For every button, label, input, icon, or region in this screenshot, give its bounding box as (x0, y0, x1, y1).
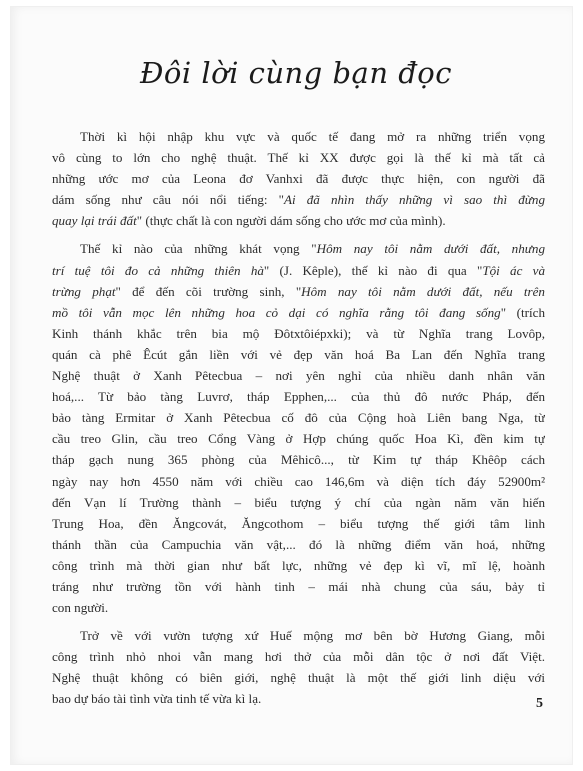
text-segment: Thế kỉ nào của những khát vọng " (80, 241, 317, 257)
text-line (52, 189, 545, 210)
text-segment: cầu treo Glin, cầu treo Cổng Vàng ở Hợp chúng quốc Hoa Kì, đền kim tự (52, 431, 545, 447)
text-segment: tháp gạch nung 365 phòng của Mêhicô..., từ Kim tự tháp Khêôp cách (52, 452, 545, 468)
paragraph (52, 126, 545, 231)
italic-text: trí tuệ tôi đo cả những thiên hà (52, 262, 264, 278)
text-segment: " (thực chất là con người dám sống cho ước mơ của mình). (136, 213, 446, 229)
text-line (52, 688, 545, 709)
text-line (52, 534, 545, 555)
italic-text: mồ tôi vẫn mọc lên những hoa cỏ dại có nghĩa rằng tôi đang sống (52, 304, 501, 320)
text-line (52, 323, 545, 344)
text-line (52, 238, 545, 259)
text-segment: Thời kì hội nhập khu vực và quốc tế đang mở ra những triển vọng (80, 129, 545, 144)
text-segment: dám sống như câu nói nổi tiếng: " (52, 192, 285, 208)
text-segment: công trình nhỏ nhoi vẫn mang hơi thở của mỗi dân tộc ở nơi đất Việt. (52, 649, 545, 665)
text-line (52, 168, 545, 189)
text-line (52, 260, 545, 281)
text-line (52, 428, 545, 449)
text-segment: tráng như trường tồn với hành tinh – mái nhà chung của sáu, bảy tỉ (52, 578, 545, 594)
text-segment: Nghệ thuật ở Xanh Pêtecbua – nơi yên nghỉ của nhiều danh nhân văn (52, 368, 545, 384)
text-line (52, 302, 545, 323)
text-segment: đến Vạn lí Trường thành – biểu tượng ý chí của ngàn năm văn hiến (52, 494, 545, 510)
text-line (52, 492, 545, 513)
italic-text: Hôm nay tôi nằm dưới đất, nhưng (316, 241, 545, 257)
text-segment: Kinh thánh khắc trên bia mộ Đôtxtôiépxki); và từ Nghĩa trang Lovôp, (52, 325, 545, 341)
text-line (52, 281, 545, 302)
text-line (52, 667, 545, 688)
page-number: 5 (536, 696, 543, 711)
paragraph-gap (52, 231, 545, 238)
text-line (52, 365, 545, 386)
text-segment: bảo tàng Ermitar ở Xanh Pêtecbua cố đô của Cộng hoà Liên bang Nga, từ (52, 410, 545, 426)
text-line (52, 126, 545, 147)
text-segment: vô cùng to lớn cho nghệ thuật. Thế kỉ XX được gọi là thế kỉ mà tất cả (52, 150, 545, 166)
text-segment: ngày nay hơn 4550 năm với chiều cao 146,6m và diện tích đáy 52900m² (52, 473, 545, 489)
text-segment: " (trích (500, 304, 545, 320)
italic-text: quay lại trái đất (52, 213, 137, 229)
text-segment: Nghệ thuật không có biên giới, nghệ thuật là một thế giới linh diệu với (52, 670, 545, 686)
text-segment: Trung Hoa, đền Ăngcovát, Ăngcothom – biểu tượng thế giới tâm linh (52, 515, 545, 531)
text-line (52, 449, 545, 470)
paragraph (52, 625, 545, 709)
text-line (52, 147, 545, 168)
italic-text: Tội ác và (482, 262, 545, 278)
book-page (10, 6, 573, 765)
text-line (52, 597, 545, 618)
text-segment: hoá,... Từ bảo tàng Luvrơ, tháp Epphen,... của thủ đô nước Pháp, đến (52, 389, 545, 405)
text-line (52, 210, 545, 231)
text-segment: " (J. Kêple), thế kỉ nào đi qua " (263, 262, 483, 278)
body-text (52, 126, 545, 710)
text-line (52, 646, 545, 667)
text-segment: thánh thần của Campuchia văn vật,... đó là những điểm văn hoá, những (52, 536, 545, 552)
text-line (52, 555, 545, 576)
paragraph (52, 238, 545, 618)
text-segment: Trở về với vườn tượng xứ Huế mộng mơ bên bờ Hương Giang, mỗi (80, 628, 545, 644)
paragraph-gap (52, 618, 545, 625)
italic-text: trừng phạt (52, 283, 116, 299)
text-segment: những ước mơ của Leona đơ Vanhxi đã được thực hiện, con người đã (52, 171, 545, 187)
text-line (52, 407, 545, 428)
text-segment: công trình mà thời gian như bất lực, những vẻ đẹp kì vĩ, mĩ lệ, hoành (52, 557, 545, 573)
text-segment: con người. (52, 600, 109, 616)
text-segment: quán cà phê Êcút gắn liền với vẻ đẹp văn hoá Ba Lan đến Nghĩa trang (52, 346, 545, 362)
text-segment: bao dự báo tài tình vừa tinh tế vừa kì lạ. (52, 691, 262, 707)
text-line (52, 344, 545, 365)
text-line (52, 471, 545, 492)
text-line (52, 625, 545, 646)
page-title: Đôi lời cùng bạn đọc (140, 56, 452, 90)
text-segment: " để đến cõi trường sinh, " (115, 283, 302, 299)
text-line (52, 576, 545, 597)
text-line (52, 386, 545, 407)
italic-text: Hôm nay tôi nằm dưới đất, nếu trên (301, 283, 545, 299)
italic-text: Ai đã nhìn thấy những vì sao thì đừng (284, 192, 545, 208)
text-line (52, 513, 545, 534)
